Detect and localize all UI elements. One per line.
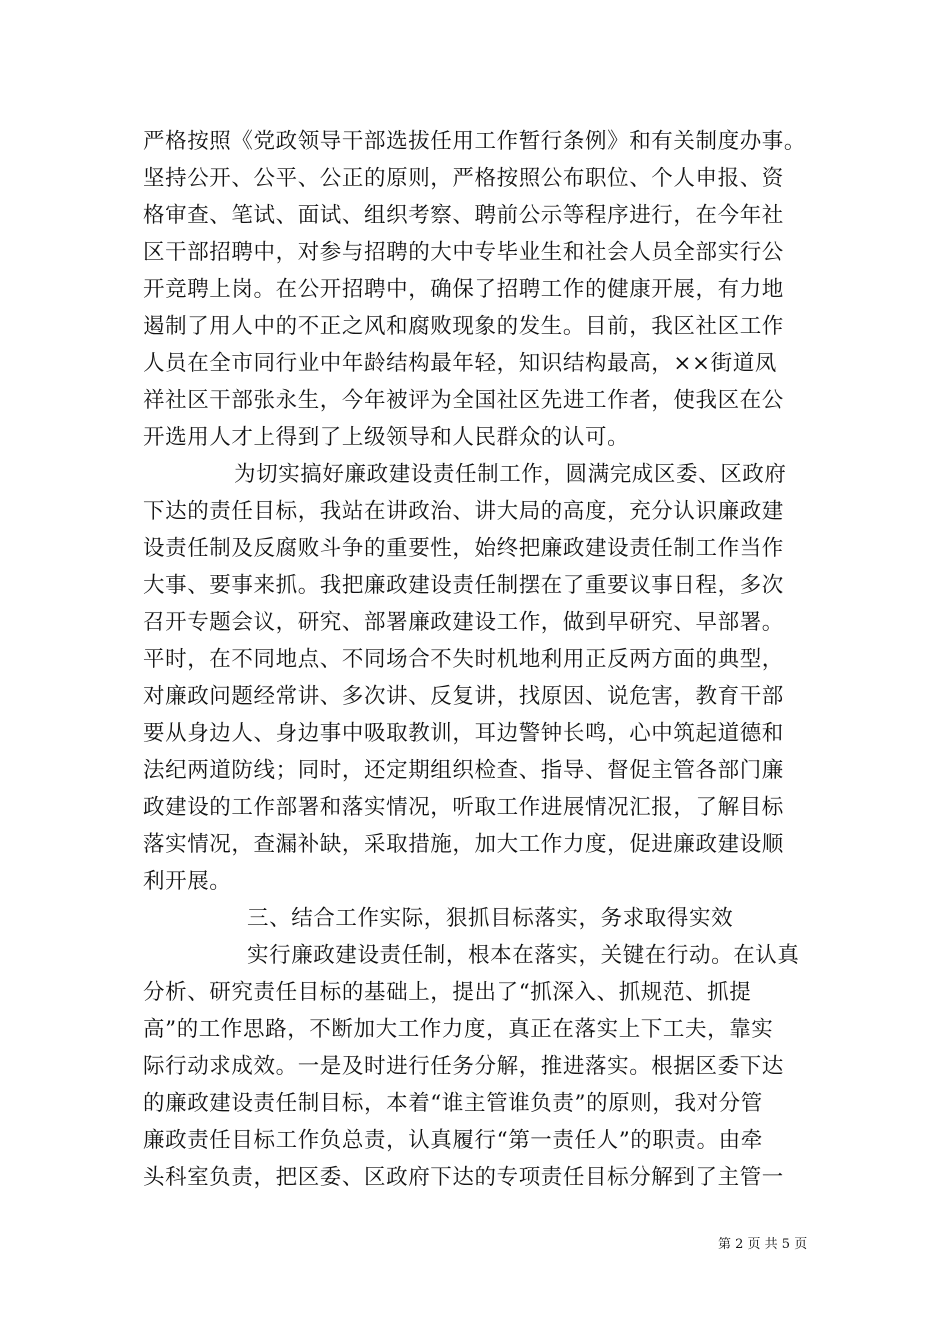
- text-line: 开选用人才上得到了上级领导和人民群众的认可。: [143, 425, 630, 450]
- text-line: 要从身边人、身边事中吸取教训，耳边警钟长鸣，心中筑起道德和: [143, 721, 784, 746]
- text-line: 的廉政建设责任制目标，本着“谁主管谁负责”的原则，我对分管: [143, 1091, 763, 1116]
- text-line: 设责任制及反腐败斗争的重要性，始终把廉政建设责任制工作当作: [143, 536, 784, 561]
- text-line: 开竞聘上岗。在公开招聘中，确保了招聘工作的健康开展，有力地: [143, 277, 784, 302]
- text-line: 祥社区干部张永生，今年被评为全国社区先进工作者，使我区在公: [143, 388, 784, 413]
- text-line: 利开展。: [143, 869, 232, 894]
- text-line: 落实情况，查漏补缺，采取措施，加大工作力度，促进廉政建设顺: [143, 832, 784, 857]
- text-line: 格审查、笔试、面试、组织考察、聘前公示等程序进行，在今年社: [143, 203, 784, 228]
- text-line: 人员在全市同行业中年龄结构最年轻，知识结构最高，××街道凤: [143, 351, 777, 376]
- text-line: 遏制了用人中的不正之风和腐败现象的发生。目前，我区社区工作: [143, 314, 784, 339]
- text-line: 大事、要事来抓。我把廉政建设责任制摆在了重要议事日程，多次: [143, 573, 784, 598]
- text-line: 头科室负责，把区委、区政府下达的专项责任目标分解到了主管一: [143, 1165, 784, 1190]
- paragraph-first-line: 实行廉政建设责任制，根本在落实，关键在行动。在认真: [247, 943, 800, 968]
- text-line: 际行动求成效。一是及时进行任务分解，推进落实。根据区委下达: [143, 1054, 784, 1079]
- paragraph-first-line: 为切实搞好廉政建设责任制工作，圆满完成区委、区政府: [234, 462, 787, 487]
- text-line: 政建设的工作部署和落实情况，听取工作进展情况汇报，了解目标: [143, 795, 784, 820]
- section-heading: 三、结合工作实际，狠抓目标落实，务求取得实效: [247, 906, 734, 931]
- text-line: 严格按照《党政领导干部选拔任用工作暂行条例》和有关制度办事。: [143, 129, 807, 154]
- text-line: 平时，在不同地点、不同场合不失时机地利用正反两方面的典型，: [143, 647, 784, 672]
- text-line: 坚持公开、公平、公正的原则，严格按照公布职位、个人申报、资: [143, 166, 784, 191]
- page-number: 第 2 页 共 5 页: [718, 1237, 808, 1252]
- text-line: 廉政责任目标工作负总责，认真履行“第一责任人”的职责。由牵: [143, 1128, 763, 1153]
- text-line: 分析、研究责任目标的基础上，提出了“抓深入、抓规范、抓提: [143, 980, 752, 1005]
- text-line: 区干部招聘中，对参与招聘的大中专毕业生和社会人员全部实行公: [143, 240, 784, 265]
- text-line: 下达的责任目标，我站在讲政治、讲大局的高度，充分认识廉政建: [143, 499, 784, 524]
- text-line: 高”的工作思路，不断加大工作力度，真正在落实上下工夫，靠实: [143, 1017, 774, 1042]
- text-line: 对廉政问题经常讲、多次讲、反复讲，找原因、说危害，教育干部: [143, 684, 784, 709]
- text-line: 法纪两道防线；同时，还定期组织检查、指导、督促主管各部门廉: [143, 758, 784, 783]
- text-line: 召开专题会议，研究、部署廉政建设工作，做到早研究、早部署。: [143, 610, 784, 635]
